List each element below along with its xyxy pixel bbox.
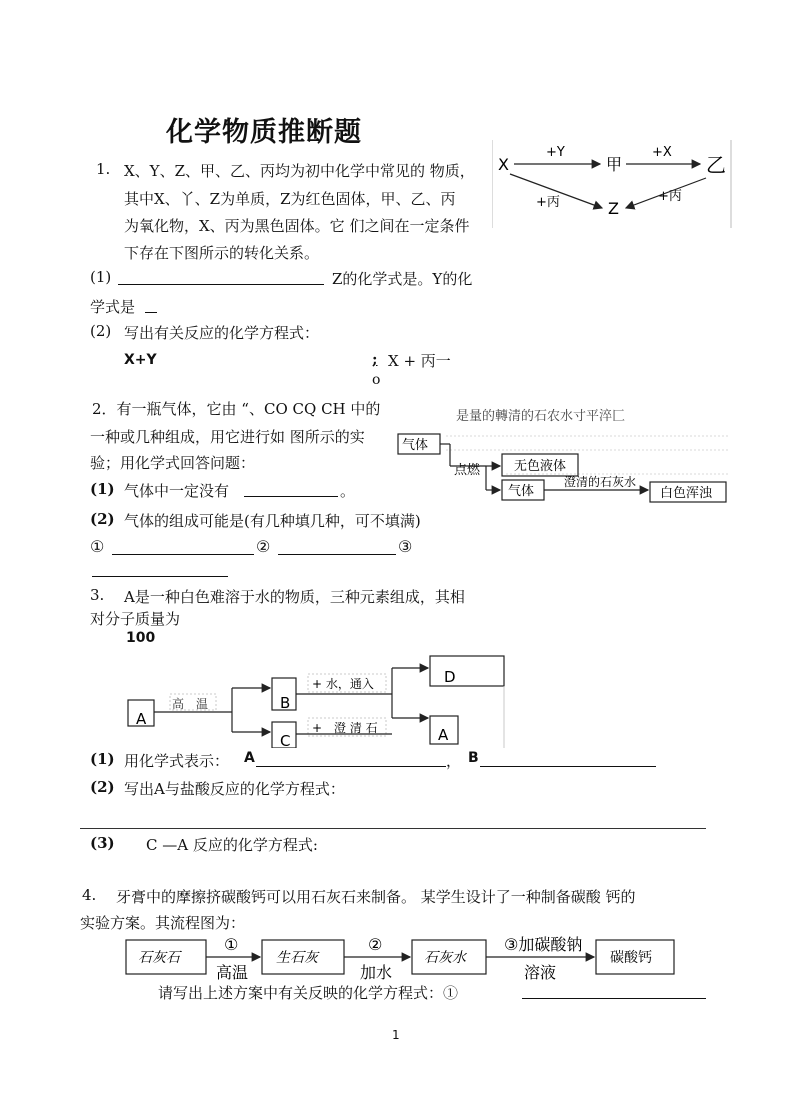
q2-choice-3: ③ — [398, 537, 413, 556]
q1-answer-blank-1[interactable] — [118, 270, 324, 285]
q2-part2-text: 气体的组成可能是(有几种填几种，可不填满) — [124, 512, 421, 530]
q3-molecular-mass: 100 — [126, 630, 156, 646]
q1-node-x: X — [498, 155, 509, 174]
q2-part2-label: (2) — [90, 510, 115, 528]
q4-step-1: ① — [224, 935, 239, 954]
q1-label-plus-y: +Y — [546, 145, 565, 160]
page-number: 1 — [392, 1028, 400, 1042]
q3-answer-line[interactable] — [80, 828, 706, 829]
q2-answer-blank-1[interactable] — [244, 482, 338, 497]
q1-node-jia: 甲 — [606, 155, 623, 174]
q3-intro-2: 对分子质量为 — [90, 610, 181, 628]
q3-part3-text: C —A 反应的化学方程式: — [146, 836, 318, 854]
q4-number: 4. — [82, 886, 97, 904]
q1-label-plus-bing-right: +丙 — [658, 189, 682, 204]
q1-label-plus-x: +X — [652, 145, 672, 160]
q3-label-a: A — [136, 710, 147, 728]
q3-label-high-temp: 高 温 — [172, 697, 209, 711]
q3-label-b: B — [280, 694, 291, 712]
q3-part1-comma: ， — [446, 752, 462, 770]
q2-label-precipitate: 白色浑浊 — [660, 486, 713, 501]
q3-part1-text: 用化学式表示： — [124, 752, 230, 770]
q3-label-d: D — [444, 668, 456, 686]
q3-reaction-diagram — [126, 654, 510, 748]
q4-step-2: ② — [368, 935, 383, 954]
q1-answer-blank-2[interactable] — [145, 298, 157, 313]
q2-answer-blank-c1[interactable] — [112, 540, 254, 555]
q1-part2-label: (2) — [90, 322, 112, 340]
q3-part1-label: (1) — [90, 750, 115, 768]
q2-choice-2: ② — [256, 537, 271, 556]
q1-part1-label: (1) — [90, 268, 112, 286]
q2-part1-text: 气体中一定没有 — [124, 482, 230, 500]
q1-equation-mid: ; — [372, 350, 378, 368]
q3-intro-1: A是一种白色难溶于水的物质，三种元素组成，其相 — [124, 588, 465, 606]
q2-diagram-top-note: 是量的轉清的石农水寸平淬匚 — [456, 409, 626, 424]
q4-answer-blank[interactable] — [522, 984, 706, 999]
q3-answer-blank-a[interactable] — [256, 752, 446, 767]
q4-intro-2: 实验方案。其流程图为： — [80, 914, 246, 932]
q1-node-z: Z — [608, 199, 619, 218]
q3-part2-text: 写出A与盐酸反应的化学方程式： — [124, 780, 345, 798]
q1-line-1: X、Y、Z、甲、乙、丙均为初中化学中常见的 物质， — [124, 162, 475, 180]
q2-answer-blank-c2[interactable] — [278, 540, 396, 555]
q1-part1-text: Z的化学式是。Y的化 — [332, 270, 473, 288]
q3-label-a2: A — [438, 726, 449, 744]
q2-experiment-diagram — [396, 404, 730, 504]
q4-label-quicklime: 生石灰 — [276, 950, 318, 966]
q3-box-d — [430, 656, 504, 686]
q1-line-4: 下存在下图所示的转化关系。 — [124, 244, 320, 262]
q2-answer-blank-c3[interactable] — [92, 562, 228, 577]
q1-number: 1. — [96, 160, 111, 178]
q4-intro-1: 牙膏中的摩擦挤碳酸钙可以用石灰石来制备。 某学生设计了一种制备碳酸 钙的 — [116, 888, 636, 906]
q2-label-liquid: 无色液体 — [514, 459, 567, 474]
q4-condition-water: 加水 — [360, 963, 393, 982]
q2-label-ignite: 点燃 — [454, 463, 481, 478]
q3-label-c: C — [280, 732, 291, 748]
q4-ask: 请写出上述方案中有关反映的化学方程式：① — [158, 984, 459, 1002]
q1-equation-right: X + 丙一 — [388, 352, 451, 370]
q1-conversion-diagram — [492, 138, 734, 230]
q3-label-limewater: + 澄 清 石 — [312, 721, 378, 735]
q2-intro-1: 2．有一瓶气体，它由 “、CO CQ CH 中的 — [92, 400, 381, 418]
q3-part2-label: (2) — [90, 778, 115, 796]
q3-answer-blank-b[interactable] — [480, 752, 656, 767]
q2-intro-3: 验；用化学式回答问题： — [90, 454, 256, 472]
q3-part1-b: B — [468, 750, 479, 766]
q3-part1-a: A — [244, 750, 255, 766]
q4-label-limewater: 石灰水 — [424, 950, 466, 966]
q1-label-plus-bing-left: +丙 — [536, 195, 560, 210]
q2-label-gas: 气体 — [402, 438, 429, 453]
q2-part1-label: (1) — [90, 480, 115, 498]
q2-label-gas2: 气体 — [508, 484, 535, 499]
q1-node-yi: 乙 — [706, 153, 726, 177]
q1-part1-cont: 学式是 — [90, 298, 136, 316]
q3-number: 3. — [90, 586, 105, 604]
q4-condition-solution: 溶液 — [524, 963, 557, 982]
q1-line-3: 为氧化物，X、丙为黑色固体。它 们之间在一定条件 — [124, 217, 470, 235]
q2-intro-2: 一种或几种组成，用它进行如 图所示的实 — [90, 428, 365, 446]
q3-part3-label: (3) — [90, 834, 115, 852]
q2-label-limewater: 澄清的石灰水 — [564, 475, 637, 489]
q2-choice-1: ① — [90, 537, 105, 556]
q1-equation-mid-sub: o — [372, 372, 381, 388]
q1-equation-left: X+Y — [124, 352, 157, 368]
q3-label-water: + 水，通入 — [312, 677, 374, 691]
q2-part1-end: 。 — [340, 482, 356, 500]
q4-flow-diagram — [124, 932, 678, 982]
q4-step-3: ③加碳酸钠 — [504, 935, 583, 954]
q1-part2-text: 写出有关反应的化学方程式： — [124, 324, 320, 342]
q1-line-2: 其中X、丫、Z为单质，Z为红色固体，甲、乙、丙 — [124, 190, 456, 208]
page-title: 化学物质推断题 — [166, 117, 362, 148]
q4-label-calcium-carbonate: 碳酸钙 — [610, 950, 652, 966]
q4-condition-high-temp: 高温 — [216, 963, 249, 982]
q4-label-limestone: 石灰石 — [138, 950, 180, 966]
